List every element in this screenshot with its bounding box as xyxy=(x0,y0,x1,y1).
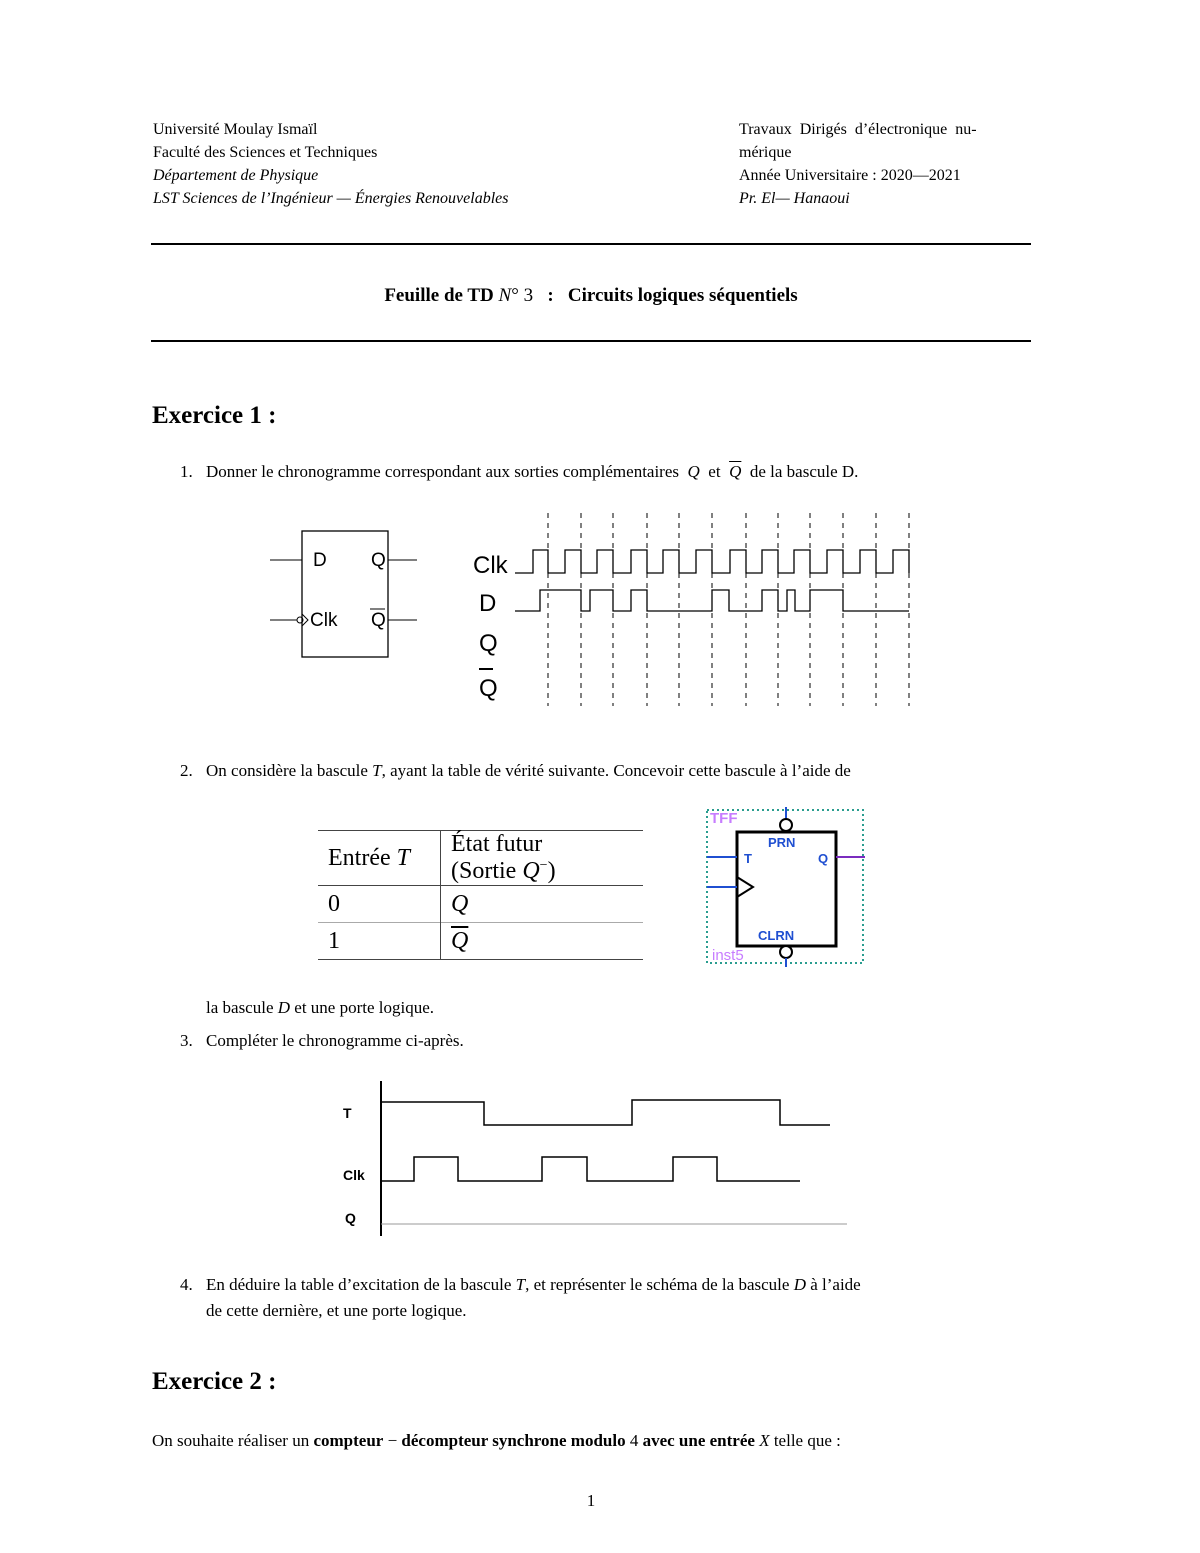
chrono2-t-label: T xyxy=(343,1105,352,1121)
tff-inst-label: inst5 xyxy=(712,947,744,964)
chrono1-d-wave xyxy=(515,590,909,611)
dff-q-label: Q xyxy=(371,550,386,571)
chrono1-q-label: Q xyxy=(479,630,498,657)
top-rule xyxy=(151,243,1031,245)
academic-year: Année Universitaire : 2020—2021 xyxy=(739,167,961,184)
bottom-rule xyxy=(151,340,1031,342)
page-number: 1 xyxy=(586,1491,596,1510)
professor: Pr. El— Hanaoui xyxy=(739,190,850,207)
university: Université Moulay Ismaïl xyxy=(153,121,318,138)
ex1-q4: 4. En déduire la table d’excitation de la bascule T, et représenter le schéma de la bascule D à l’aide xyxy=(180,1275,861,1294)
d-flipflop-diagram xyxy=(265,525,425,665)
tt-row: 1 $\overline{Q}$ xyxy=(318,923,643,960)
course-title-cont: mérique xyxy=(739,144,792,161)
faculty: Faculté des Sciences et Techniques xyxy=(153,144,378,161)
ex1-q4-cont: de cette dernière, et une porte logique. xyxy=(206,1301,467,1320)
chronogram-1 xyxy=(465,508,920,708)
header-left xyxy=(153,118,508,210)
course-title: Travaux Dirigés d’électronique nu- xyxy=(739,121,977,138)
header-right xyxy=(739,118,1039,210)
chrono1-d-label: D xyxy=(479,590,497,617)
ex2-intro: On souhaite réaliser un compteur − décompteur synchrone modulo 4 avec une entrée X telle que : xyxy=(152,1431,841,1450)
tff-prn-label: PRN xyxy=(768,835,796,850)
chrono1-clk-wave xyxy=(515,550,909,573)
chrono1-clk-label: Clk xyxy=(473,552,508,579)
dff-qbar-label: Q xyxy=(371,610,386,631)
page-title: Feuille de TD N° 3 : Circuits logiques séquentiels xyxy=(384,285,798,306)
tff-name: TFF xyxy=(710,810,738,827)
tff-prn-bubble xyxy=(780,819,792,831)
tff-t-label: T xyxy=(744,851,752,866)
dff-clk-label: Clk xyxy=(310,610,338,631)
tff-block-diagram xyxy=(700,805,870,970)
chrono2-clk-label: Clk xyxy=(343,1167,365,1183)
tff-q-label: Q xyxy=(818,851,829,866)
dff-d-label: D xyxy=(313,550,327,571)
ex1-q1: 1. Donner le chronogramme correspondant aux sorties complémentaires Q et $\overline{Q}$ de la bascule D. xyxy=(180,462,859,481)
tt-header-output: État futur (Sortie Q−) xyxy=(451,831,556,884)
ex1-q2-cont: la bascule D et une porte logique. xyxy=(206,998,435,1017)
chrono2-clk-wave xyxy=(381,1157,800,1181)
department: Département de Physique xyxy=(153,167,319,184)
chronogram-2 xyxy=(335,1078,855,1240)
tt-row: 0 Q xyxy=(318,886,643,923)
program: LST Sciences de l’Ingénieur — Énergies Renouvelables xyxy=(153,190,509,207)
t-truth-table xyxy=(318,830,643,960)
tt-header-input: Entrée T xyxy=(318,831,441,886)
ex2-heading: Exercice 2 : xyxy=(152,1368,277,1395)
ex1-q2: 2. On considère la bascule T, ayant la table de vérité suivante. Concevoir cette bascule à l’aide de xyxy=(180,761,851,780)
chrono2-t-wave xyxy=(381,1100,830,1125)
ex1-heading: Exercice 1 : xyxy=(152,402,277,429)
chrono2-q-label: Q xyxy=(345,1210,356,1226)
tff-clrn-bubble xyxy=(780,946,792,958)
chrono1-qbar-label: Q xyxy=(479,675,498,702)
ex1-q3: 3. Compléter le chronogramme ci-après. xyxy=(180,1031,464,1050)
tff-clrn-label: CLRN xyxy=(758,928,795,943)
